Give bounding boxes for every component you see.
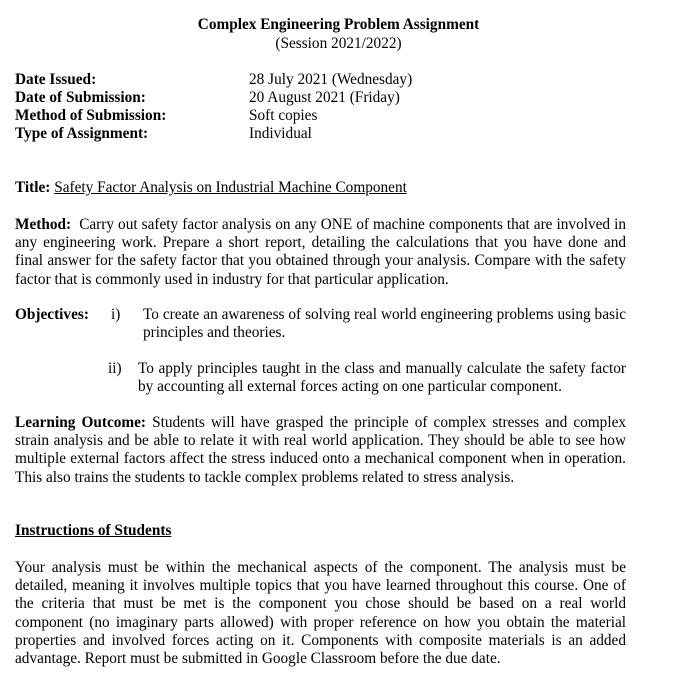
method-paragraph — [15, 216, 626, 289]
objective-2-text — [138, 360, 626, 396]
objective-1-text: To create an awareness of solving real world engineering problems using basic principles and theories. — [143, 306, 626, 342]
learning-outcome-text: Students will have grasped the principle of complex stresses and complex strain analysis and be able to relate it with real world application. They should be able to see how multiple external factors affect the stress induced onto a mechanical component when in operation. This also trains the students to tackle complex problems related to stress analysis. — [15, 414, 627, 486]
info-value-date-of-submission: 20 August 2021 (Friday) — [249, 89, 400, 106]
instructions-paragraph: Your analysis must be within the mechanical aspects of the component. The analysis must be detailed, meaning it involves multiple topics that you have learned throughout this course. One of the criteria that must be met is the component you chose should be based on a real world component (no imaginary parts allowed) with proper reference on how you obtain the material properties and involved forces acting on it. Components with composite materials is an added advantage. Report must be submitted in Google Classroom before the due date. — [15, 559, 626, 668]
info-label-date-of-submission: Date of Submission: — [15, 89, 146, 106]
info-value-date-issued: 28 July 2021 (Wednesday) — [249, 71, 413, 88]
objective-1-marker: i) — [111, 306, 121, 323]
learning-outcome-paragraph — [15, 414, 626, 487]
objectives-label: Objectives: — [15, 306, 89, 323]
objective-2-marker: ii) — [108, 360, 122, 377]
method-text: Carry out safety factor analysis on any ONE of machine components that are involved in any engineering work. Prepare a short report, detailing the calculations that you have done and final answer for the safety factor that you obtained through your analysis. Compare with the safety factor that is commonly used in industry for that particular application. — [15, 216, 626, 288]
method-label: Method: — [15, 216, 72, 233]
info-value-type-of-assignment: Individual — [249, 125, 312, 142]
document-title: Complex Engineering Problem Assignment — [197, 16, 480, 33]
info-value-method-of-submission: Soft copies — [249, 107, 318, 124]
title-label: Title: — [15, 179, 51, 196]
info-label-date-issued: Date Issued: — [15, 71, 97, 88]
learning-outcome-label: Learning Outcome: — [15, 414, 147, 431]
document-session: (Session 2021/2022) — [275, 35, 402, 52]
assignment-title-line — [15, 179, 407, 197]
info-label-method-of-submission: Method of Submission: — [15, 107, 167, 124]
instructions-heading: Instructions of Students — [15, 522, 172, 539]
assignment-title: Safety Factor Analysis on Industrial Machine Component — [54, 179, 407, 196]
info-label-type-of-assignment: Type of Assignment: — [15, 125, 149, 142]
objective-2-text-content: To apply principles taught in the class and manually calculate the safety factor by accounting all external forces acting on one particular component. — [138, 360, 626, 396]
